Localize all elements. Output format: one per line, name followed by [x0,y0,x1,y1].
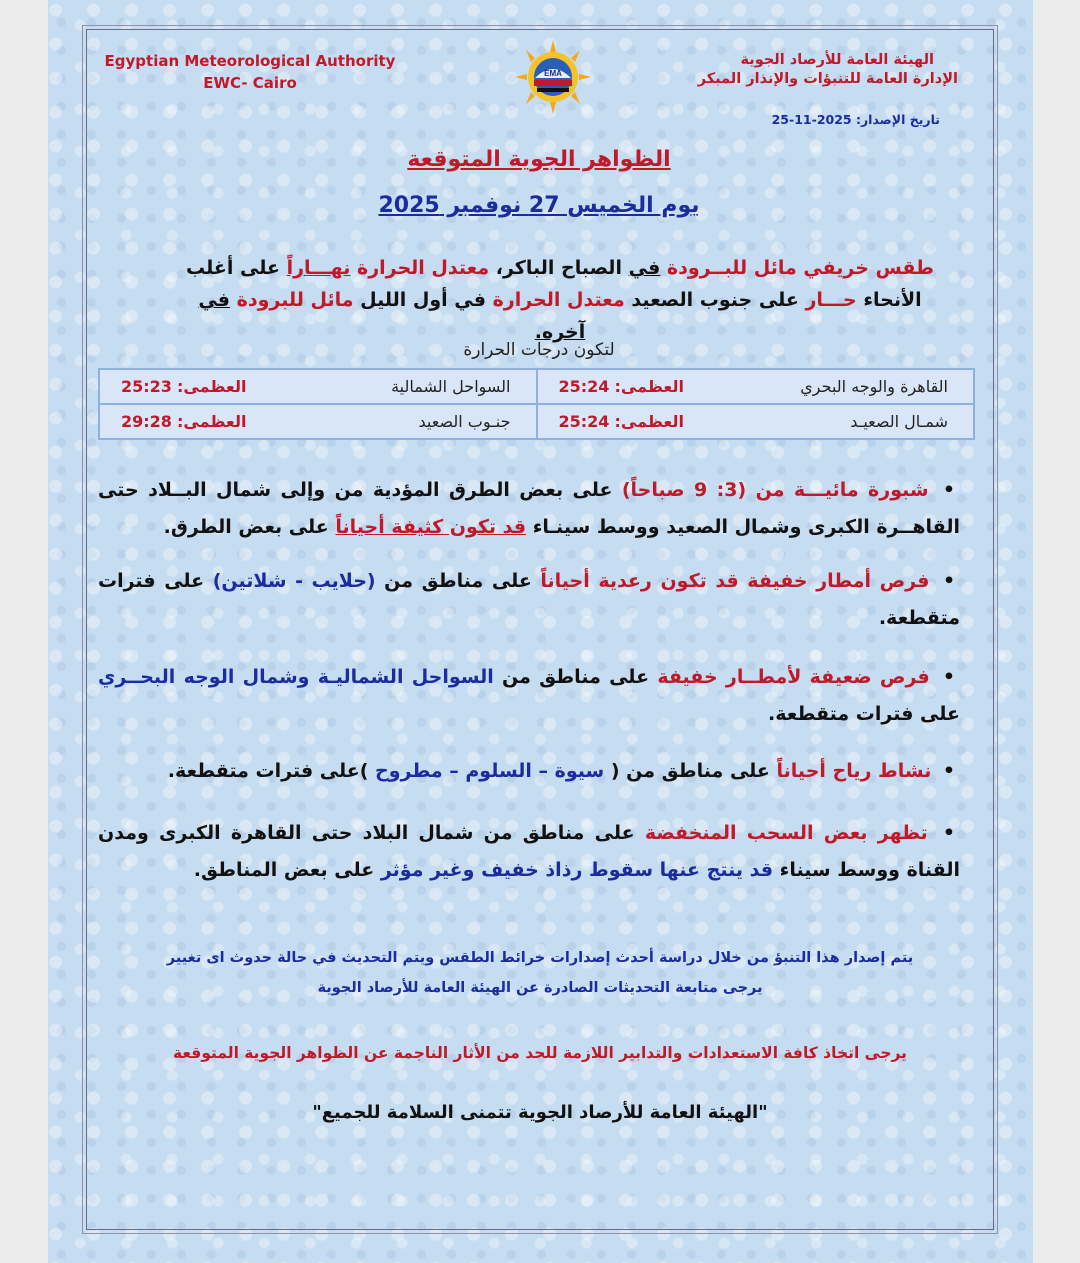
bullet-rain-places: (حلايب - شلاتين) [212,570,376,592]
bullet-fog [98,472,960,546]
temp-value: 25:23 [121,377,172,396]
bullet-wind-places: سيوة – السلوم – مطروح [375,760,605,782]
temperature-table [98,368,975,440]
temps-caption: لتكون درجات الحرارة [463,340,615,360]
table-row [99,369,974,404]
org-name-en: Egyptian Meteorological Authority [104,52,396,70]
intro-p6: على أغلب الأنحاء [186,257,922,311]
max-label: العظمى: [614,412,684,431]
page-title: الظواهر الجوية المتوقعة [407,147,671,172]
temp-value: 29:28 [121,412,172,431]
intro-p9: معتدل الحرارة [492,289,625,311]
precaution-warning: يرجى اتخاذ كافة الاستعدادات والتدابير اللازمة للحد من الأثار الناجمة عن الظواهر الجوية المتوقعة [173,1044,907,1062]
note-line-2: يرجى متابعة التحديثات الصادرة عن الهيئة العامة للأرصاد الجوية [317,980,763,996]
intro-p12: في [198,289,230,311]
ema-logo [515,40,591,114]
issue-date-label: تاريخ الإصدار: [855,112,940,127]
temp-value: 25:24 [558,377,610,396]
intro-p2: في [628,257,661,279]
bullet-clouds-tail: على بعض المناطق. [193,859,375,881]
center-name-en: EWC- Cairo [203,74,297,92]
bullet-weak-rain-phrase: فرص ضعيفة لأمطــار خفيفة [657,666,930,688]
bullet-fog-phrase: شبورة مائيـــة من (3: 9 صباحاً) [621,479,929,501]
update-note [100,943,980,1003]
bullet-dot-icon: • [942,570,956,592]
intro-p10: في أول الليل [360,289,486,311]
intro-p13: آخره. [534,321,586,343]
temp-cell [537,404,975,439]
bullet-dot-icon: • [942,666,956,688]
temp-value: 25:24 [558,412,610,431]
closing-message: "الهيئة العامة للأرصاد الجوية تتمنى السلامة للجميع" [312,1102,768,1123]
bullet-wind-text: على مناطق من ( [610,760,770,782]
max-label: العظمى: [177,412,247,431]
bullet-rain [98,563,960,637]
temp-region: القاهرة والوجه البحري [800,377,948,396]
bullet-wind-tail: )على فترات متقطعة. [167,760,369,782]
intro-p3: الصباح الباكر، [495,257,622,279]
bullet-dot-icon: • [942,479,956,501]
bullet-dot-icon: • [942,760,956,782]
bullet-weak-rain-text: على مناطق من [502,666,650,688]
intro-p4: معتدل الحرارة [356,257,490,279]
intro-p7: حـــار [805,289,857,311]
bullet-fog-emphasis: قد تكون كثيفة أحياناً [335,516,527,538]
bullet-clouds-phrase: تظهر بعض السحب المنخفضة [644,822,928,844]
header-arabic [660,52,958,87]
temp-region: شمـال الصعيـد [850,412,948,431]
bullet-clouds-effect: قد ينتج عنها سقوط رذاذ خفيف وغير مؤثر [380,859,774,881]
bullet-weak-rain [98,659,960,733]
bullet-clouds-text: على مناطق من شمال البلاد حتى القاهرة الكبرى ومدن القناة ووسط سيناء [98,822,960,881]
org-name-ar: الهيئة العامة للأرصاد الجوية [740,52,934,68]
intro-paragraph [180,252,940,348]
bullet-wind [98,753,960,790]
bullet-dot-icon: • [942,822,956,844]
issue-date-line [700,112,940,127]
temp-cell [99,369,537,404]
temp-cell [99,404,537,439]
bullet-wind-phrase: نشاط رياح أحياناً [776,760,932,782]
bullet-weak-rain-tail: على فترات متقطعة. [768,703,960,725]
page-subtitle: يوم الخميس 27 نوفمبر 2025 [378,193,700,218]
sun-logo-icon [515,40,591,114]
intro-p8: على جنوب الصعيد [631,289,799,311]
intro-p11: مائل للبرودة [236,289,354,311]
intro-p5: نهـــاراً [286,257,351,279]
max-label: العظمى: [177,377,247,396]
issue-date-value: 2025-11-25 [771,112,852,127]
bullet-rain-tail: على فترات متقطعة. [98,570,960,629]
logo-text: EMA [544,69,562,78]
intro-p1: طقس خريفي مائل للبــرودة [666,257,934,279]
bullet-weak-rain-places: السواحل الشماليـة وشمال الوجه البحــري [98,666,494,688]
max-label: العظمى: [614,377,684,396]
dept-name-ar: الإدارة العامة للتنبؤات والإنذار المبكر [697,71,958,87]
bullet-fog-tail: على بعض الطرق. [163,516,329,538]
bullet-rain-phrase: فرص أمطار خفيفة قد تكون رعدية أحياناً [540,570,930,592]
temp-region: السواحل الشمالية [391,377,511,396]
temp-cell [537,369,975,404]
header-english [100,52,400,92]
note-line-1: يتم إصدار هذا التنبؤ من خلال دراسة أحدث إصدارات خرائط الطقس ويتم التحديث في حالة حدوث اى تغيير [166,950,914,966]
table-row [99,404,974,439]
bullet-fog-text: على بعض الطرق المؤدية من وإلى شمال البــلاد حتى القاهــرة الكبرى وشمال الصعيد ووسط سينـاء [98,479,960,538]
bullet-rain-text: على مناطق من [384,570,532,592]
bullet-clouds [98,815,960,889]
temp-region: جنـوب الصعيد [418,412,511,431]
